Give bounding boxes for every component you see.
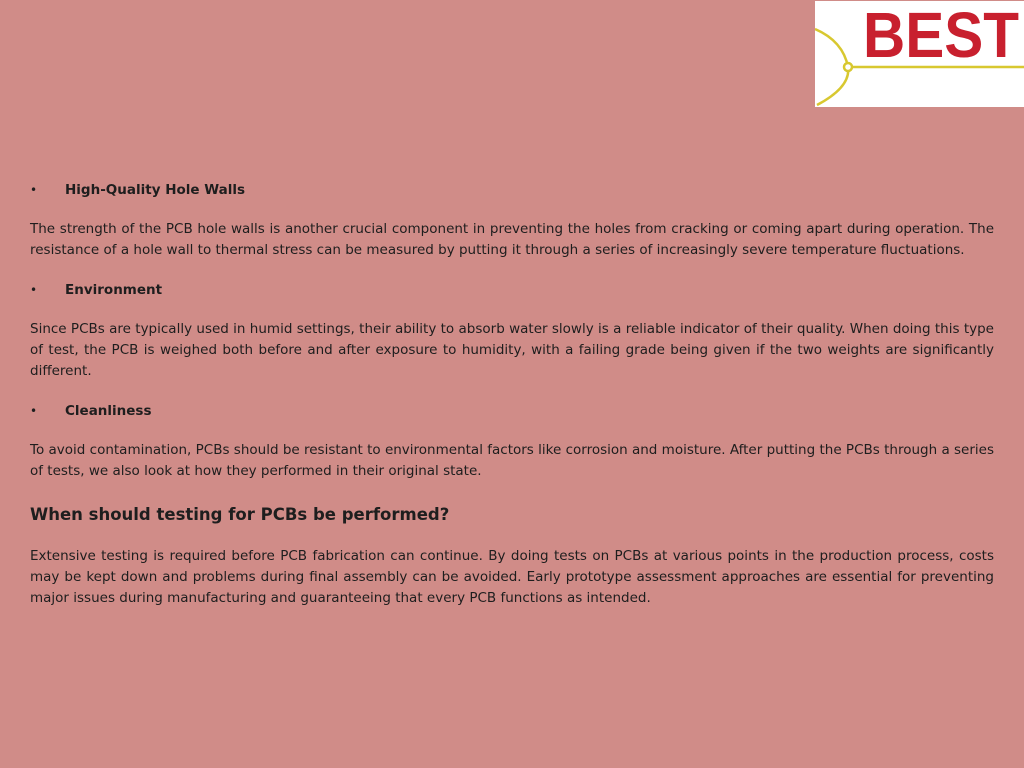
section-body-testing: Extensive testing is required before PCB fabrication can continue. By doing tests on PCBs at various points in the production process, costs may be kept down and problems during final assembly can be avoided. Early prototype assessment approaches are essential for preventing major issues during manufacturing and guaranteeing that every PCB functions as intended. <box>30 548 994 606</box>
section-heading-cleanliness <box>30 401 994 421</box>
best-logo <box>815 1 1024 107</box>
bullet-icon: • <box>30 283 38 297</box>
bullet-icon: • <box>30 404 38 418</box>
bullet-icon: • <box>30 183 38 197</box>
section-heading-label: Environment <box>65 282 163 298</box>
section-title-testing: When should testing for PCBs be performed? <box>30 505 450 524</box>
section-body-cleanliness: To avoid contamination, PCBs should be resistant to environmental factors like corrosion and moisture. After putting the PCBs through a series of tests, we also look at how they performed in their original state. <box>30 442 994 479</box>
section-heading-label: High-Quality Hole Walls <box>65 182 246 198</box>
section-heading-environment <box>30 280 994 300</box>
section-body-environment: Since PCBs are typically used in humid settings, their ability to absorb water slowly is a reliable indicator of their quality. When doing this type of test, the PCB is weighed both before and after exposure to humidity, with a failing grade being given if the two weights are significantly different. <box>30 321 994 379</box>
section-body-hole-walls: The strength of the PCB hole walls is another crucial component in preventing the holes from cracking or coming apart during operation. The resistance of a hole wall to thermal stress can be measured by putting it through a series of increasingly severe temperature fluctuations. <box>30 221 994 258</box>
best-logo-graphic <box>815 1 1024 107</box>
section-heading-label: Cleanliness <box>65 403 152 419</box>
main-content <box>30 180 994 609</box>
section-heading-hole-walls <box>30 180 994 200</box>
logo-text: BEST <box>863 1 1019 71</box>
